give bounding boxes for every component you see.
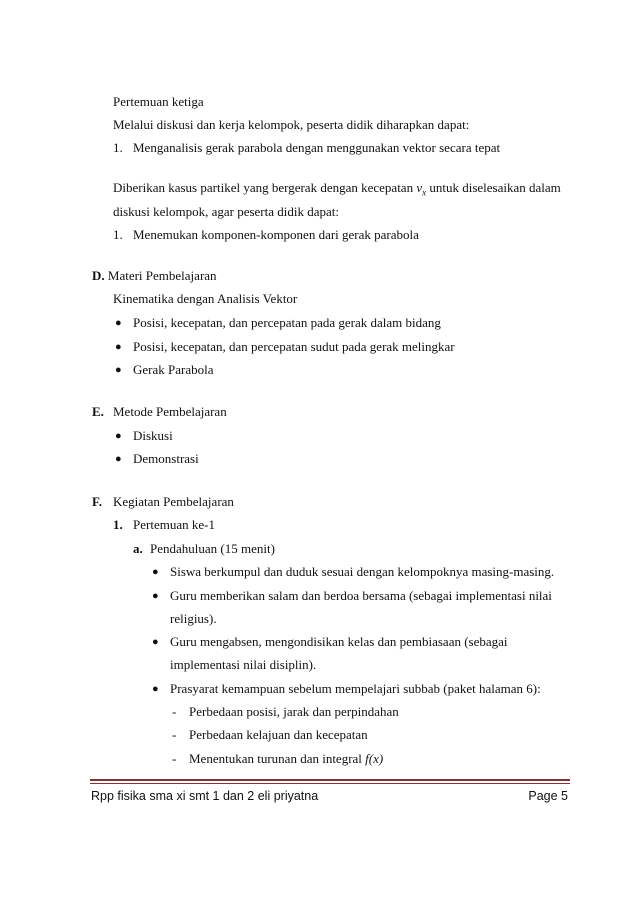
sub-list-item: Perbedaan kelajuan dan kecepatan	[189, 727, 368, 742]
footer-title: Rpp fisika sma xi smt 1 dan 2 eli priyatna	[91, 789, 319, 803]
page-number: Page 5	[528, 789, 568, 803]
list-item: Guru mengabsen, mengondisikan kelas dan pembiasaan (sebagai	[170, 634, 508, 649]
list-item: Siswa berkumpul dan duduk sesuai dengan kelompoknya masing-masing.	[170, 564, 555, 579]
bullet-icon: ●	[152, 683, 159, 695]
bullet-icon: ●	[152, 590, 159, 602]
meeting-number: 1.	[113, 517, 123, 532]
meeting-title: Pertemuan ke-1	[133, 517, 215, 532]
section-f-label: F.	[92, 494, 102, 509]
objective-number-2: 1.	[113, 227, 123, 242]
dash-marker: -	[172, 751, 177, 766]
list-item: Demonstrasi	[133, 451, 199, 466]
dash-marker: -	[172, 704, 177, 719]
part-title: Pendahuluan (15 menit)	[150, 541, 275, 556]
bullet-icon: ●	[152, 566, 159, 578]
section-d-title: Materi Pembelajaran	[104, 268, 217, 283]
velocity-var: v	[416, 180, 423, 195]
sub-list-item: Perbedaan posisi, jarak dan perpindahan	[189, 704, 399, 719]
bullet-icon: ●	[115, 341, 122, 353]
meeting-heading: Pertemuan ketiga	[113, 94, 204, 109]
case-paragraph-line1	[113, 180, 561, 201]
bullet-icon: ●	[152, 636, 159, 648]
list-item: Posisi, kecepatan, dan percepatan pada gerak dalam bidang	[133, 315, 441, 330]
case-text-post: untuk diselesaikan dalam	[426, 180, 561, 195]
section-d-subtitle: Kinematika dengan Analisis Vektor	[113, 291, 298, 306]
list-item: Posisi, kecepatan, dan percepatan sudut pada gerak melingkar	[133, 339, 455, 354]
section-e-label: E.	[92, 404, 104, 419]
objective-number: 1.	[113, 140, 123, 155]
list-item-continuation: religius).	[170, 611, 217, 626]
case-paragraph-line2: diskusi kelompok, agar peserta didik dapat:	[113, 204, 340, 219]
velocity-sub: x	[422, 187, 427, 198]
list-item: Diskusi	[133, 428, 173, 443]
objective-item-2: Menemukan komponen-komponen dari gerak parabola	[133, 227, 419, 242]
section-d-heading	[92, 268, 217, 284]
function-notation: f(x)	[365, 751, 384, 766]
dash-marker: -	[172, 727, 177, 742]
sub-list-text: Menentukan turunan dan integral	[189, 751, 366, 766]
list-item: Guru memberikan salam dan berdoa bersama (sebagai implementasi nilai	[170, 588, 552, 603]
bullet-icon: ●	[115, 430, 122, 442]
case-text-pre: Diberikan kasus partikel yang bergerak dengan kecepatan	[113, 180, 417, 195]
bullet-icon: ●	[115, 453, 122, 465]
section-f-title: Kegiatan Pembelajaran	[113, 494, 234, 509]
objective-intro: Melalui diskusi dan kerja kelompok, peserta didik diharapkan dapat:	[113, 117, 470, 132]
sub-list-item	[189, 751, 383, 767]
footer-rule-thick	[90, 779, 570, 781]
part-label: a.	[133, 541, 143, 556]
list-item-continuation: implementasi nilai disiplin).	[170, 657, 317, 672]
footer-rule-thin	[90, 783, 570, 784]
bullet-icon: ●	[115, 364, 122, 376]
section-e-title: Metode Pembelajaran	[113, 404, 227, 419]
section-d-label: D.	[92, 268, 105, 283]
bullet-icon: ●	[115, 317, 122, 329]
list-item: Gerak Parabola	[133, 362, 214, 377]
objective-item: Menganalisis gerak parabola dengan menggunakan vektor secara tepat	[133, 140, 501, 155]
list-item: Prasyarat kemampuan sebelum mempelajari subbab (paket halaman 6):	[170, 681, 541, 696]
